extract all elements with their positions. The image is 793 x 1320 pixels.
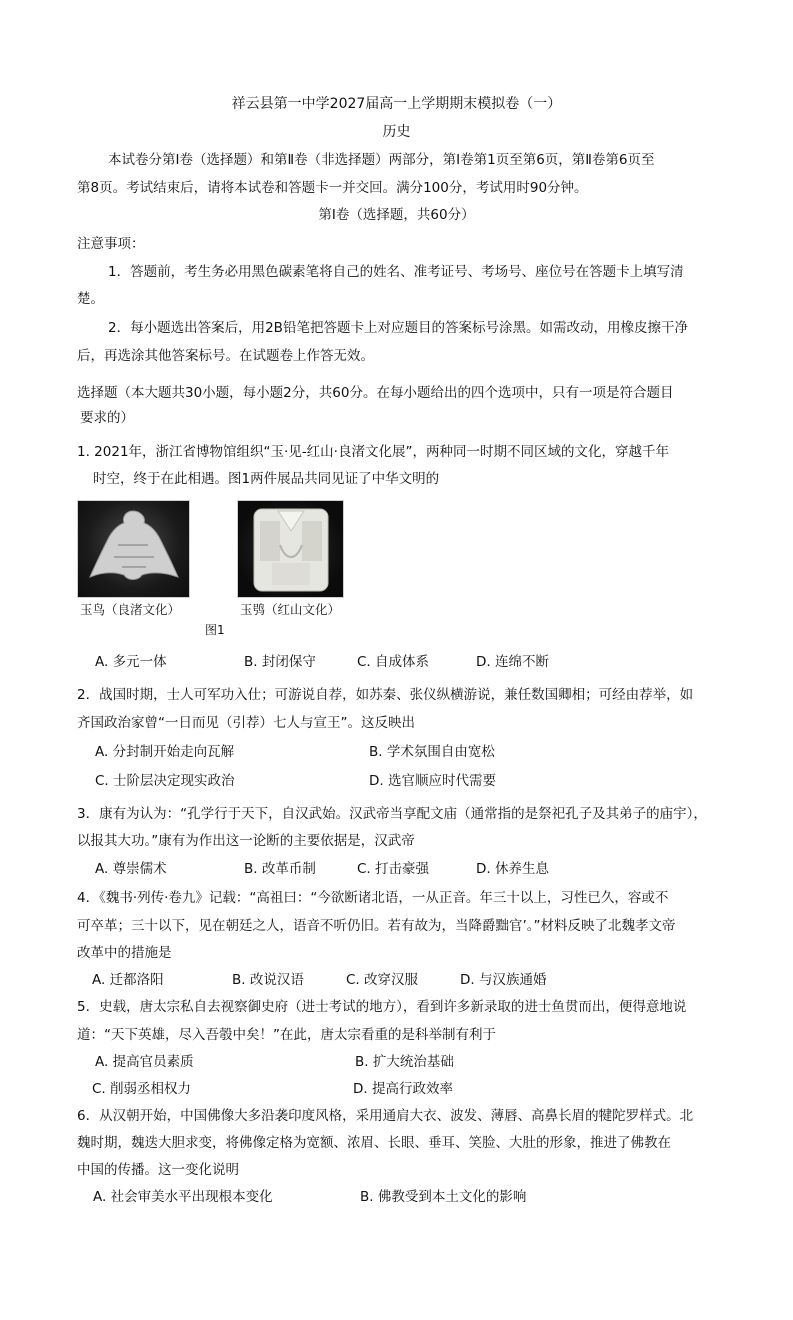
q6-option-a[interactable]: A. 社会审美水平出现根本变化 [93, 1189, 273, 1205]
q4-stem-line-1: 4．《魏书·列传·卷九》记载：“高祖曰：“今欲断诸北语，一从正音。年三十以上，习性已久，容或不 [77, 890, 669, 906]
q6-stem-line-2: 魏时期，魏迭大胆求变，将佛像定格为宽额、浓眉、长眼、垂耳、笑脸、大肚的形象，推进了佛教在 [77, 1135, 671, 1151]
q5-option-a[interactable]: A. 提高官员素质 [95, 1054, 194, 1070]
q5-stem-line-1: 5．史载，唐太宗私自去视察御史府（进士考试的地方），看到许多新录取的进士鱼贯而出，便得意地说 [77, 999, 687, 1015]
q2-option-a[interactable]: A. 分封制开始走向瓦解 [95, 744, 235, 760]
exam-subject: 历史 [382, 124, 411, 140]
q4-option-a[interactable]: A. 迁都洛阳 [92, 972, 164, 988]
q4-stem-line-3: 改革中的措施是 [77, 945, 172, 961]
note-1-line-2: 楚。 [77, 291, 104, 307]
q1-stem-line-1: 1. 2021年，浙江省博物馆组织“玉·见-红山·良渚文化展”，两种同一时期不同区域的文化，穿越千年 [77, 444, 669, 460]
q1-option-a[interactable]: A. 多元一体 [95, 654, 167, 670]
part-heading-line-2: 要求的） [80, 410, 134, 426]
notes-heading: 注意事项： [77, 236, 145, 252]
figure-label: 图1 [205, 623, 225, 637]
q2-option-c[interactable]: C. 士阶层决定现实政治 [95, 773, 235, 789]
q1-option-c[interactable]: C. 自成体系 [357, 654, 430, 670]
q4-option-c[interactable]: C. 改穿汉服 [346, 972, 419, 988]
q2-stem-line-1: 2．战国时期，士人可军功入仕；可游说自荐，如苏秦、张仪纵横游说，兼任数国卿相；可经由荐举，如 [77, 687, 694, 703]
q4-option-d[interactable]: D. 与汉族通婚 [460, 972, 547, 988]
jade-bird-caption: 玉鸟（良渚文化） [80, 602, 181, 617]
exam-title: 祥云县第一中学2027届高一上学期期末模拟卷（一） [231, 96, 562, 112]
part-heading-line-1: 选择题（本大题共30小题，每小题2分，共60分。在每小题给出的四个选项中，只有一项是符合题目 [77, 385, 674, 401]
q2-stem-line-2: 齐国政治家曾“一日而见（引荐）七人与宣王”。这反映出 [77, 715, 415, 731]
q3-stem-line-2: 以报其大功。”康有为作出这一论断的主要依据是，汉武帝 [77, 833, 415, 849]
q3-option-a[interactable]: A. 尊崇儒术 [95, 861, 167, 877]
q1-option-d[interactable]: D. 连绵不断 [476, 654, 549, 670]
q5-option-b[interactable]: B. 扩大统治基础 [355, 1054, 454, 1070]
q5-option-c[interactable]: C. 削弱丞相权力 [92, 1081, 192, 1097]
q6-stem-line-3: 中国的传播。这一变化说明 [77, 1162, 239, 1178]
section-heading: 第Ⅰ卷（选择题，共60分） [318, 207, 475, 223]
q3-option-b[interactable]: B. 改革币制 [244, 861, 316, 877]
note-2-line-1: 2．每小题选出答案后，用2B铅笔把答题卡上对应题目的答案标号涂黑。如需改动，用橡皮擦干净 [108, 320, 688, 336]
q2-option-d[interactable]: D. 选官顺应时代需要 [369, 773, 496, 789]
q5-option-d[interactable]: D. 提高行政效率 [353, 1081, 453, 1097]
note-1-line-1: 1．答题前，考生务必用黑色碳素笔将自己的姓名、准考证号、考场号、座位号在答题卡上填写清 [108, 264, 684, 280]
q6-stem-line-1: 6．从汉朝开始，中国佛像大多沿袭印度风格，采用通肩大衣、波发、薄唇、高鼻长眉的犍陀罗样式。北 [77, 1108, 694, 1124]
intro-line-2: 第8页。考试结束后，请将本试卷和答题卡一并交回。满分100分，考试用时90分钟。 [77, 180, 588, 196]
q3-option-d[interactable]: D. 休养生息 [476, 861, 549, 877]
q4-option-b[interactable]: B. 改说汉语 [232, 972, 304, 988]
q4-stem-line-2: 可卒革；三十以下，见在朝廷之人，语音不听仍旧。若有故为，当降爵黜官’。”材料反映了北魏孝文帝 [77, 918, 676, 934]
q2-option-b[interactable]: B. 学术氛围自由宽松 [369, 744, 495, 760]
intro-line-1: 本试卷分第Ⅰ卷（选择题）和第Ⅱ卷（非选择题）两部分，第Ⅰ卷第1页至第6页，第Ⅱ卷第6页至 [108, 152, 655, 168]
jade-owl-caption: 玉鸮（红山文化） [240, 602, 341, 617]
q3-option-c[interactable]: C. 打击豪强 [357, 861, 430, 877]
jade-owl-image [237, 500, 344, 598]
q3-stem-line-1: 3．康有为认为：“孔学行于天下，自汉武始。汉武帝当享配文庙（通常指的是祭祀孔子及其弟子的庙宇）， [77, 806, 707, 822]
q6-option-b[interactable]: B. 佛教受到本土文化的影响 [360, 1189, 527, 1205]
jade-bird-image [77, 500, 190, 598]
q1-stem-line-2: 时空，终于在此相遇。图1两件展品共同见证了中华文明的 [93, 471, 440, 487]
note-2-line-2: 后，再选涂其他答案标号。在试题卷上作答无效。 [77, 348, 374, 364]
q1-option-b[interactable]: B. 封闭保守 [244, 654, 316, 670]
q5-stem-line-2: 道：“天下英雄，尽入吾彀中矣！”在此，唐太宗看重的是科举制有利于 [77, 1027, 496, 1043]
